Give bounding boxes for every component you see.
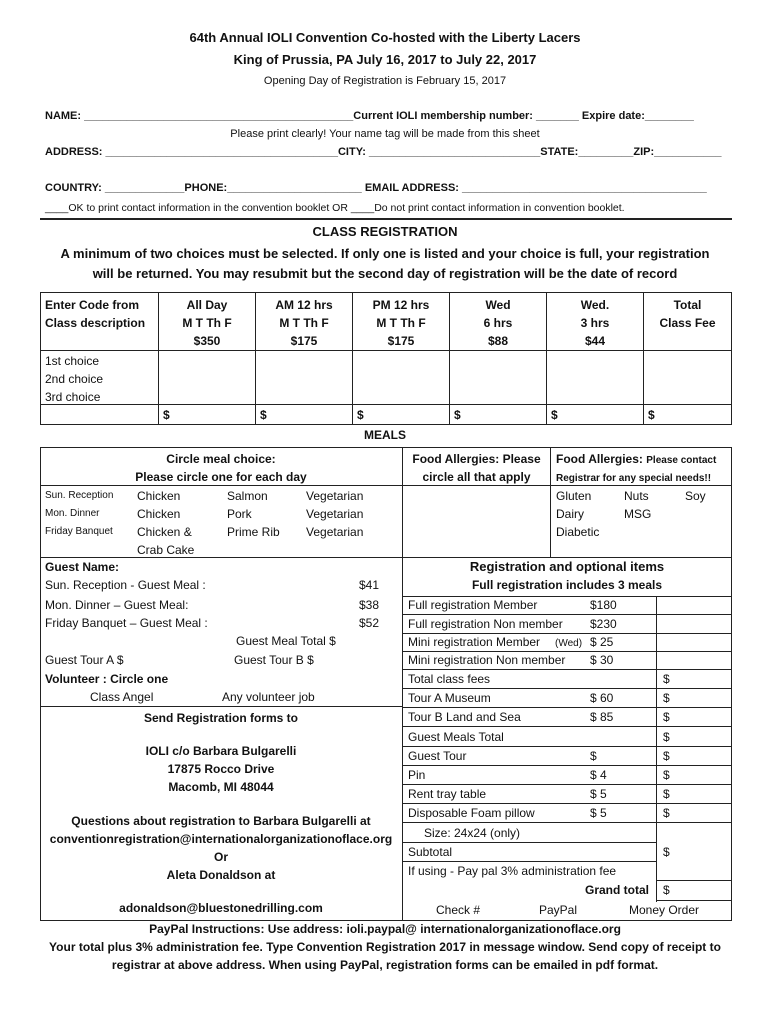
registration-item-label: Mini registration Non member [408,653,566,667]
paypal-instructions: PayPal Instructions: Use address: ioli.paypal@ internationalorganizationoflace.org [149,922,621,936]
name-line[interactable]: NAME: ____________________________________________Current IOLI membership number: _______ Expire date:________ [45,110,694,122]
registration-item-label: Total class fees [408,672,491,686]
guest-meal-price: $41 [359,578,380,592]
registration-item-label: Tour B Land and Sea [408,710,521,724]
payment-check[interactable]: Check # [436,903,481,917]
choice-3-label: 3rd choice [45,390,101,404]
meals-heading: MEALS [364,428,406,442]
guest-meal-row: Sun. Reception - Guest Meal : [45,578,206,592]
registration-item-total[interactable]: $ [663,710,670,724]
meal-event: Friday Banquet [45,526,113,537]
registration-item-note-wrap [555,633,582,653]
choice-2-label: 2nd choice [45,372,104,386]
grand-total-value[interactable]: $ [663,883,670,897]
registration-item-price: $ [590,749,597,763]
class-header-wed-3: Wed. 3 hrs $44 [580,298,610,348]
class-header-code: Enter Code from Class description [45,298,146,330]
guest-meal-price: $38 [359,598,380,612]
class-header-total: Total Class Fee [659,298,716,330]
opening-day: Opening Day of Registration is February 15, 2017 [263,75,507,87]
guest-meal-row: Mon. Dinner – Guest Meal: [45,598,189,612]
registration-item-label: Tour A Museum [408,691,491,705]
registration-item-label: Rent tray table [408,787,487,801]
class-header-all-day: All Day M T Th F $350 [182,298,232,348]
class-header-am: AM 12 hrs M T Th F $175 [275,298,333,348]
choice-1-label: 1st choice [45,354,100,368]
guest-name-label[interactable]: Guest Name: [45,560,120,574]
total-pm[interactable]: $ [357,408,364,422]
registration-item-total[interactable]: $ [663,806,670,820]
registration-item-label: Disposable Foam pillow [408,806,535,820]
payment-money-order[interactable]: Money Order [629,903,700,917]
registration-item-total[interactable]: $ [663,730,670,744]
row-divider [402,822,731,823]
class-header-wed-6: Wed 6 hrs $88 [483,298,513,348]
meal-option[interactable]: Prime Rib [227,525,280,539]
paypal-fee-note: Your total plus 3% administration fee. Type Convention Registration 2017 in message window. Send copy of receipt to [49,940,721,954]
guest-tour-b[interactable]: Guest Tour B $ [234,653,314,667]
ok-to-print-line[interactable]: ____OK to print contact information in the convention booklet OR ____Do not print contact information in convention booklet. [45,202,625,214]
allergen-option[interactable]: Gluten [556,489,592,503]
paypal-fee-label: If using - Pay pal 3% administration fee [408,864,617,878]
registration-item-label: Mini registration Member [408,635,541,649]
print-note: Please print clearly! Your name tag will be made from this sheet [230,128,540,140]
registration-item-price: $230 [590,617,617,631]
allergen-option[interactable]: MSG [624,507,652,521]
registration-item-label: Guest Meals Total [408,730,504,744]
registration-item-total[interactable]: $ [663,787,670,801]
registration-item-price: $ 5 [590,806,607,820]
guest-tour-a[interactable]: Guest Tour A $ [45,653,124,667]
registration-item-price: $ 5 [590,787,607,801]
meal-option[interactable]: Chicken [137,507,181,521]
location-dates: King of Prussia, PA July 16, 2017 to July 22, 2017 [233,52,537,67]
aleta-email[interactable]: adonaldson@bluestonedrilling.com [119,901,323,915]
mail-address: IOLI c/o Barbara Bulgarelli 17875 Rocco Drive Macomb, MI 48044 [145,744,297,794]
registration-item-label: Full registration Member [408,598,538,612]
registration-item-label: Pin [408,768,426,782]
meal-event: Sun. Reception [45,490,114,501]
registration-item-total[interactable]: $ [663,768,670,782]
meal-option[interactable]: Vegetarian [306,525,364,539]
row-divider [402,765,731,766]
meal-choice-title: Circle meal choice: Please circle one for each day [135,452,307,484]
total-am[interactable]: $ [260,408,267,422]
grand-total-label: Grand total [585,883,650,897]
guest-meal-row: Friday Banquet – Guest Meal : [45,616,208,630]
registration-item-note: (Wed) [555,638,583,649]
total-wed-6[interactable]: $ [454,408,461,422]
allergen-option[interactable]: Dairy [556,507,585,521]
meal-option[interactable]: Pork [227,507,252,521]
registration-item-total[interactable]: $ [663,672,670,686]
guest-meal-price: $52 [359,616,380,630]
divider [40,218,732,220]
guest-meal-total[interactable]: Guest Meal Total $ [236,634,336,648]
food-allergies-circle: Food Allergies: Please circle all that apply [412,452,541,484]
meal-option[interactable]: Vegetarian [306,507,364,521]
registration-item-price: $ 85 [590,710,614,724]
country-line[interactable]: COUNTRY: _____________PHONE:______________________ EMAIL ADDRESS: ________________________________________ [45,182,707,194]
class-notice-1: A minimum of two choices must be selected. If only one is listed and your choice is full, your registration [60,246,710,261]
total-wed-3[interactable]: $ [551,408,558,422]
meal-option[interactable]: Vegetarian [306,489,364,503]
questions-contact: Questions about registration to Barbara Bulgarelli at conventionregistration@internationalorganizationoflace.org Or Aleta Donaldson at [49,814,393,882]
registration-item-price: $ 30 [590,653,614,667]
allergen-option[interactable]: Diabetic [556,525,600,539]
food-allergies-contact: Food Allergies: Please contact Registrar for any special needs!! [556,452,717,484]
subtotal-value[interactable]: $ [663,845,670,859]
meal-option[interactable]: Salmon [227,489,268,503]
pillow-size: Size: 24x24 (only) [424,826,521,840]
registration-subtitle: Full registration includes 3 meals [471,578,663,592]
payment-paypal[interactable]: PayPal [539,903,578,917]
volunteer-label: Volunteer : Circle one [45,672,169,686]
allergen-option[interactable]: Nuts [624,489,649,503]
total-class-fee[interactable]: $ [648,408,655,422]
volunteer-class-angel[interactable]: Class Angel [90,690,154,704]
allergen-option[interactable]: Soy [685,489,706,503]
meal-option[interactable]: Chicken [137,489,181,503]
row-divider [402,726,731,727]
registration-item-price: $180 [590,598,617,612]
registration-item-price: $ 4 [590,768,607,782]
registration-item-total[interactable]: $ [663,749,670,763]
address-line[interactable]: ADDRESS: ______________________________________CITY: ____________________________STATE:_________ZIP:___________ [45,146,722,158]
registration-item-total[interactable]: $ [663,691,670,705]
send-title: Send Registration forms to [143,711,298,725]
registration-title: Registration and optional items [469,559,665,574]
registration-item-price: $ 25 [590,635,614,649]
registration-item-label: Full registration Non member [408,617,563,631]
registration-item-label: Guest Tour [408,749,467,763]
paypal-email-note: registrar at above address. When using PayPal, registration forms can be emailed in pdf format. [111,958,659,972]
class-header-pm: PM 12 hrs M T Th F $175 [372,298,430,348]
meal-option[interactable]: Chicken & Crab Cake [137,525,195,557]
subtotal-label: Subtotal [408,845,453,859]
registration-item-price: $ 60 [590,691,614,705]
class-notice-2: will be returned. You may resubmit but the second day of registration will be the date of record [92,266,678,281]
meal-event: Mon. Dinner [45,508,100,519]
page-title: 64th Annual IOLI Convention Co-hosted with the Liberty Lacers [189,30,581,45]
class-registration-heading: CLASS REGISTRATION [312,224,458,239]
total-all-day[interactable]: $ [163,408,170,422]
volunteer-any-job[interactable]: Any volunteer job [222,690,315,704]
